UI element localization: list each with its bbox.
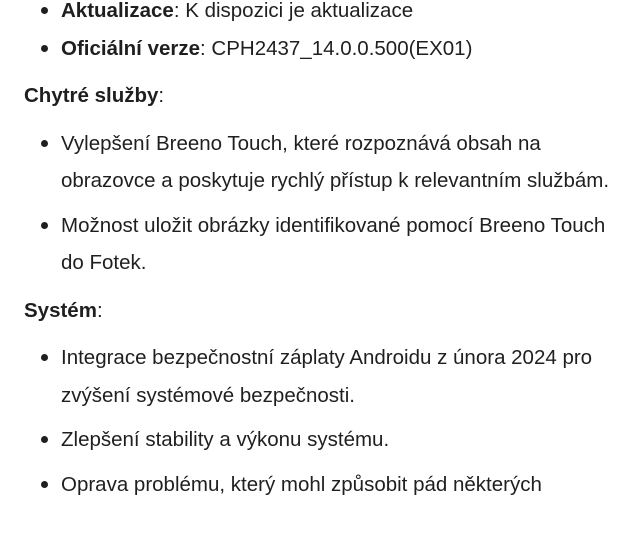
bullet-icon xyxy=(41,436,48,443)
section-heading-system: Systém: xyxy=(24,298,103,322)
list-item xyxy=(0,207,640,282)
list-item-text: Integrace bezpečnostní záplaty Androidu z února 2024 pro zvýšení systémové bezpečnosti. xyxy=(61,346,593,407)
smart-services-title: Chytré služby xyxy=(24,84,159,107)
list-item-text: Vylepšení Breeno Touch, které rozpoznává obsah na obrazovce a poskytuje rychlý přístup k relevantním službám. xyxy=(61,131,610,192)
list-item-update xyxy=(0,0,640,30)
bullet-icon xyxy=(41,140,48,147)
bullet-icon xyxy=(41,7,48,14)
section-heading-smart-services: Chytré služby: xyxy=(24,84,165,107)
list-item xyxy=(0,125,640,200)
list-item xyxy=(0,466,640,504)
system-title: Systém xyxy=(24,298,97,322)
bullet-icon xyxy=(41,45,48,52)
version-label: Oficiální verze xyxy=(61,36,201,60)
system-list xyxy=(0,339,640,503)
list-item-version xyxy=(0,30,640,68)
list-item-text: Možnost uložit obrázky identifikované pomocí Breeno Touch do Fotek. xyxy=(61,213,606,274)
version-value: : CPH2437_14.0.0.500(EX01) xyxy=(200,36,473,60)
update-label: Aktualizace xyxy=(61,0,174,22)
update-value: : K dispozici je aktualizace xyxy=(173,0,414,22)
bullet-icon xyxy=(41,354,48,361)
list-item-text: Oprava problému, který mohl způsobit pád některých xyxy=(61,472,542,496)
info-list xyxy=(0,0,640,67)
list-item xyxy=(0,339,640,414)
list-item xyxy=(0,421,640,459)
bullet-icon xyxy=(41,222,48,229)
list-item-text: Zlepšení stability a výkonu systému. xyxy=(61,428,390,451)
bullet-icon xyxy=(41,481,48,488)
smart-services-list xyxy=(0,125,640,282)
